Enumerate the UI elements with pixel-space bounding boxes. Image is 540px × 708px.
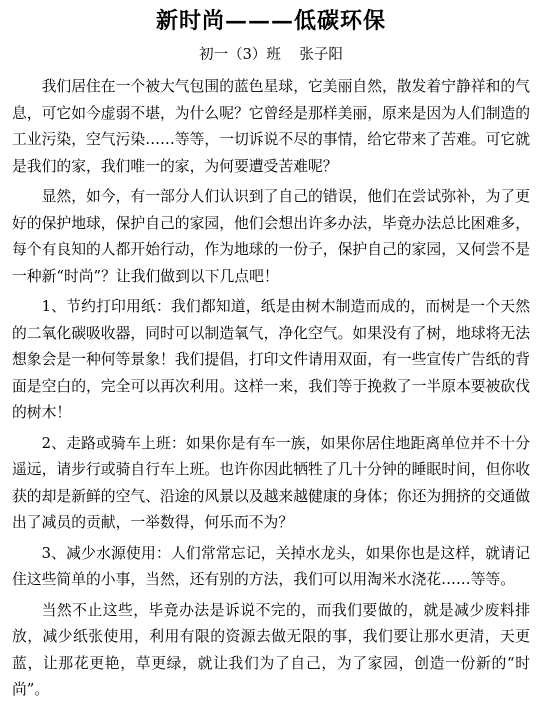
paragraph-save-paper: 1、节约打印用纸：我们都知道，纸是由树木制造而成的，而树是一个天然的二氧化碳吸收器，同时可以制造氧气，净化空气。如果没有了树，地球将无法想象会是一种何等景象！我们提倡，打印文件请用双面，有一些宣传广告纸的背面是空白的，完全可以再次利用。这样一来，我们等于挽救了一半原本要被砍伐的树木！ (12, 298, 530, 421)
paragraph-conclusion: 当然不止这些，毕竟办法是诉说不完的，而我们要做的，就是减少废料排放，减少纸张使用，利用有限的资源去做无限的事，我们要让那水更清，天更蓝，让那花更艳，草更绿，就让我们为了自己，为了家园，创造一份新的“时尚”。 (12, 601, 530, 698)
paragraph-save-water: 3、减少水源使用：人们常常忘记，关掉水龙头，如果你也是这样，就请记住这些简单的小事，当然，还有别的方法，我们可以用淘米水浇花……等等。 (12, 544, 530, 588)
document-byline: 初一（3）班 张子阳 (199, 47, 343, 63)
paragraph-walk-or-bike: 2、走路或骑车上班：如果你是有车一族，如果你居住地距离单位并不十分遥远，请步行或骑自行车上班。也许你因此牺牲了几十分钟的睡眠时间，但你收获的却是新鲜的空气、沿途的风景以及越来越健康的身体；你还为拥挤的交通做出了减员的贡献，一举数得，何乐而不为？ (12, 434, 530, 531)
document-page (12, 6, 530, 708)
paragraph-intro: 我们居住在一个被大气包围的蓝色星球，它美丽自然，散发着宁静祥和的气息，可它如今虚弱不堪，为什么呢？它曾经是那样美丽，原来是因为人们制造的工业污染，空气污染……等等，一切诉说不尽的事情，给它带来了苦难。可它就是我们的家，我们唯一的家，为何要遭受苦难呢？ (12, 78, 530, 175)
document-title: 新时尚———低碳环保 (155, 8, 386, 34)
paragraph-awareness: 显然，如今，有一部分人们认识到了自己的错误，他们在尝试弥补，为了更好的保护地球，保护自己的家园，他们会想出许多办法，毕竟办法总比困难多，每个有良知的人都开始行动，作为地球的一份子，保护自己的家园，又何尝不是一种新“时尚”？让我们做到以下几点吧！ (12, 188, 530, 285)
